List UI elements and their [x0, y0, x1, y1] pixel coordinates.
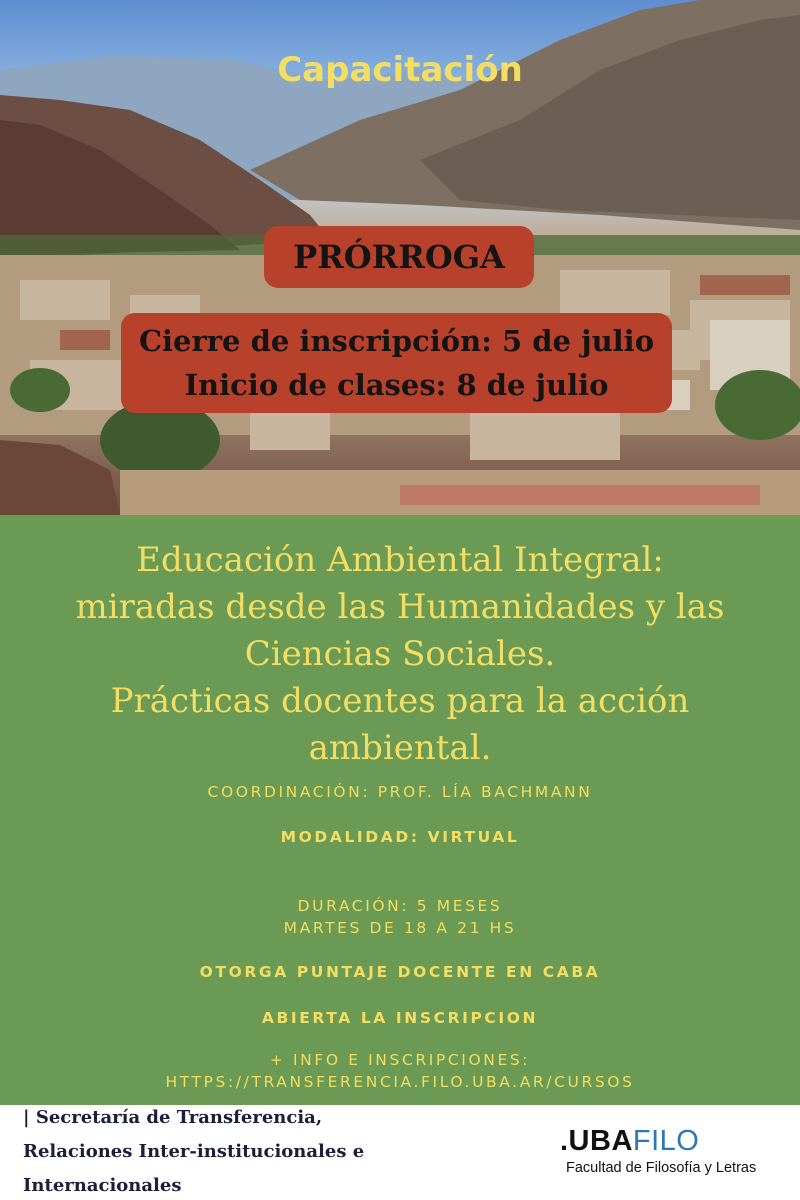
course-info-panel [0, 515, 800, 1105]
course-title-line: Ciencias Sociales. [244, 634, 556, 674]
duracion-text: DURACIÓN: 5 MESES [297, 897, 503, 915]
secretaria-line: Internacionales [23, 1175, 182, 1196]
inicio-clases-text: Inicio de clases: 8 de julio [184, 368, 609, 402]
hero-photo [0, 0, 800, 515]
info-url-link[interactable]: HTTPS://TRANSFERENCIA.FILO.UBA.AR/CURSOS [165, 1073, 635, 1091]
course-title [20, 537, 780, 772]
faculty-name: Facultad de Filosofía y Letras [566, 1160, 757, 1176]
inscripcion-abierta-text: ABIERTA LA INSCRIPCION [261, 1009, 539, 1027]
course-title-line: miradas desde las Humanidades y las [75, 587, 725, 627]
logo-filo-text: FILO [632, 1125, 700, 1157]
footer [0, 1105, 800, 1200]
secretaria-line: | Secretaría de Transferencia, [23, 1107, 323, 1128]
prorroga-badge: PRÓRROGA [264, 226, 534, 288]
dates-badge [121, 313, 672, 413]
modalidad-text: MODALIDAD: VIRTUAL [280, 828, 520, 846]
puntaje-text: OTORGA PUNTAJE DOCENTE EN CABA [199, 963, 601, 981]
secretaria-line: Relaciones Inter-institucionales e [23, 1141, 365, 1162]
cierre-inscripcion-text: Cierre de inscripción: 5 de julio [138, 324, 655, 358]
course-title-line: Prácticas docentes para la acción [110, 681, 690, 721]
course-title-line: Educación Ambiental Integral: [136, 540, 664, 580]
logo-uba-text: .UBA [560, 1125, 633, 1157]
horario-text: MARTES DE 18 A 21 HS [283, 919, 517, 937]
coordinacion-text: COORDINACIÓN: PROF. LÍA BACHMANN [207, 783, 593, 801]
uba-filo-logo [560, 1125, 699, 1158]
capacitacion-title: Capacitación [277, 50, 523, 90]
info-label: + INFO E INSCRIPCIONES: [269, 1051, 531, 1069]
course-title-line: ambiental. [308, 728, 492, 768]
